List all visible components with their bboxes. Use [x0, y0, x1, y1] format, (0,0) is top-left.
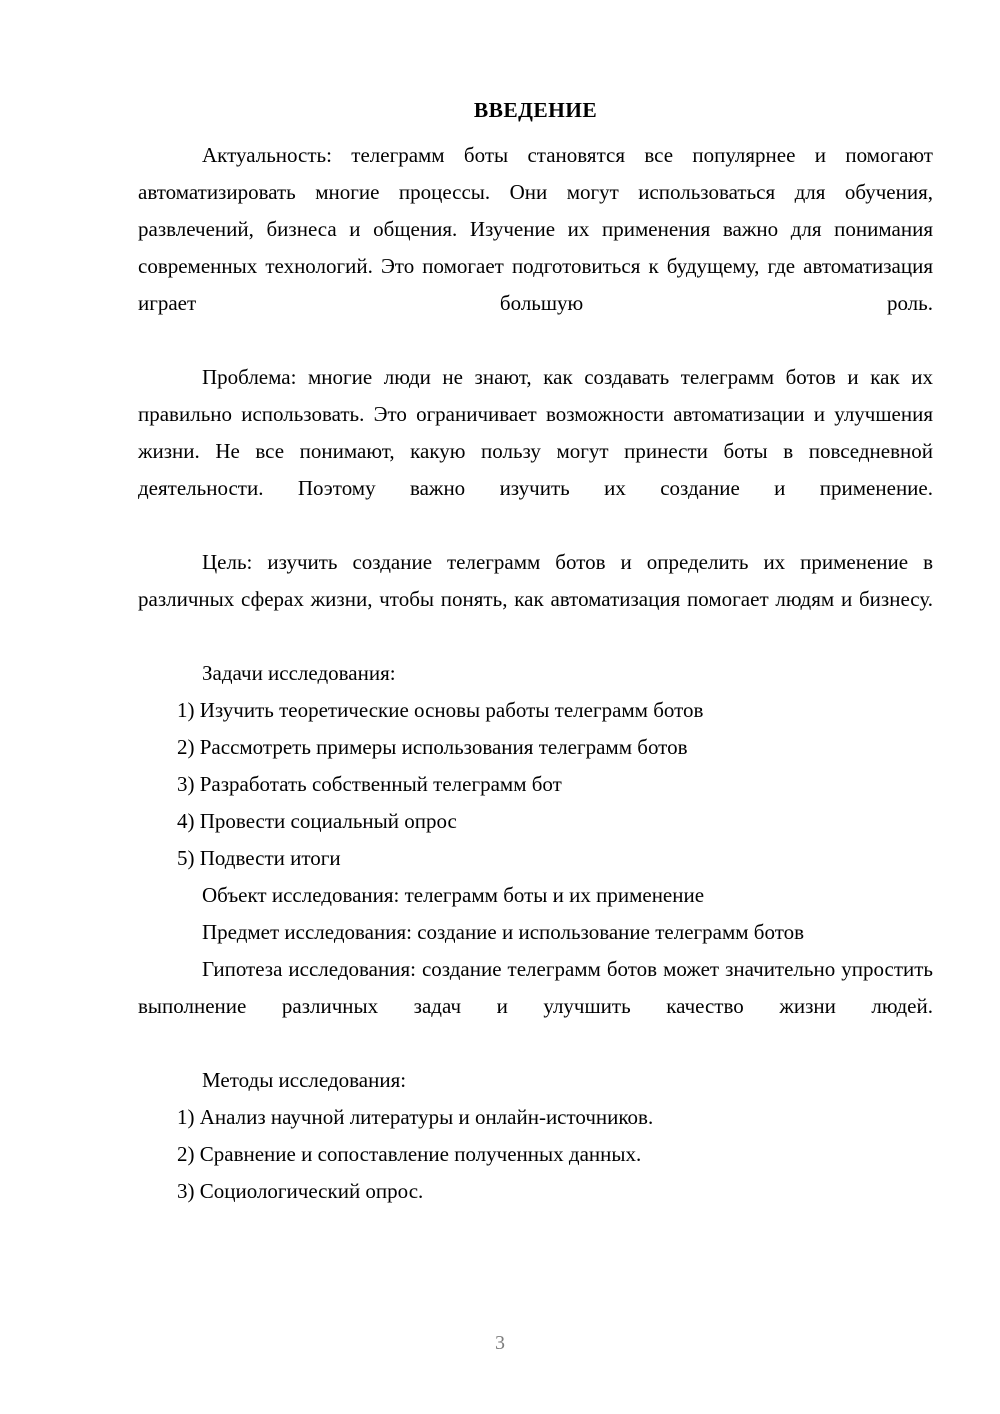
- list-item: 3) Социологический опрос.: [177, 1179, 424, 1203]
- page-title: ВВЕДЕНИЕ: [473, 98, 598, 122]
- paragraph-problem: Проблема: многие люди не знают, как создавать телеграмм ботов и как их правильно использовать. Это ограничивает возможности автоматизации и улучшения жизни. Не все понимают, какую пользу могут принести боты в повседневной деятельности. Поэтому важно изучить их создание и применение.: [138, 365, 933, 500]
- list-item: 3) Разработать собственный телеграмм бот: [177, 772, 562, 796]
- heading-tasks: Задачи исследования:: [202, 661, 396, 685]
- list-item: 2) Рассмотреть примеры использования телеграмм ботов: [177, 735, 688, 759]
- list-item: 1) Анализ научной литературы и онлайн-источников.: [177, 1105, 654, 1129]
- paragraph-hypothesis: Гипотеза исследования: создание телеграмм ботов может значительно упростить выполнение различных задач и улучшить качество жизни людей.: [138, 957, 933, 1018]
- heading-methods: Методы исследования:: [202, 1068, 407, 1092]
- paragraph-relevance: Актуальность: телеграмм боты становятся все популярнее и помогают автоматизировать многие процессы. Они могут использоваться для обучения, развлечений, бизнеса и общения. Изучение их применения важно для понимания современных технологий. Это помогает подготовиться к будущему, где автоматизация играет большую роль.: [138, 143, 933, 315]
- page-number: 3: [495, 1332, 505, 1354]
- list-item: 1) Изучить теоретические основы работы телеграмм ботов: [177, 698, 704, 722]
- document-body: [138, 92, 933, 1210]
- line-research-object: Объект исследования: телеграмм боты и их применение: [202, 883, 705, 907]
- list-item: 2) Сравнение и сопоставление полученных данных.: [177, 1142, 642, 1166]
- paragraph-goal: Цель: изучить создание телеграмм ботов и определить их применение в различных сферах жизни, чтобы понять, как автоматизация помогает людям и бизнесу.: [138, 550, 933, 611]
- line-research-subject: Предмет исследования: создание и использование телеграмм ботов: [202, 920, 805, 944]
- list-item: 5) Подвести итоги: [177, 846, 341, 870]
- list-item: 4) Провести социальный опрос: [177, 809, 457, 833]
